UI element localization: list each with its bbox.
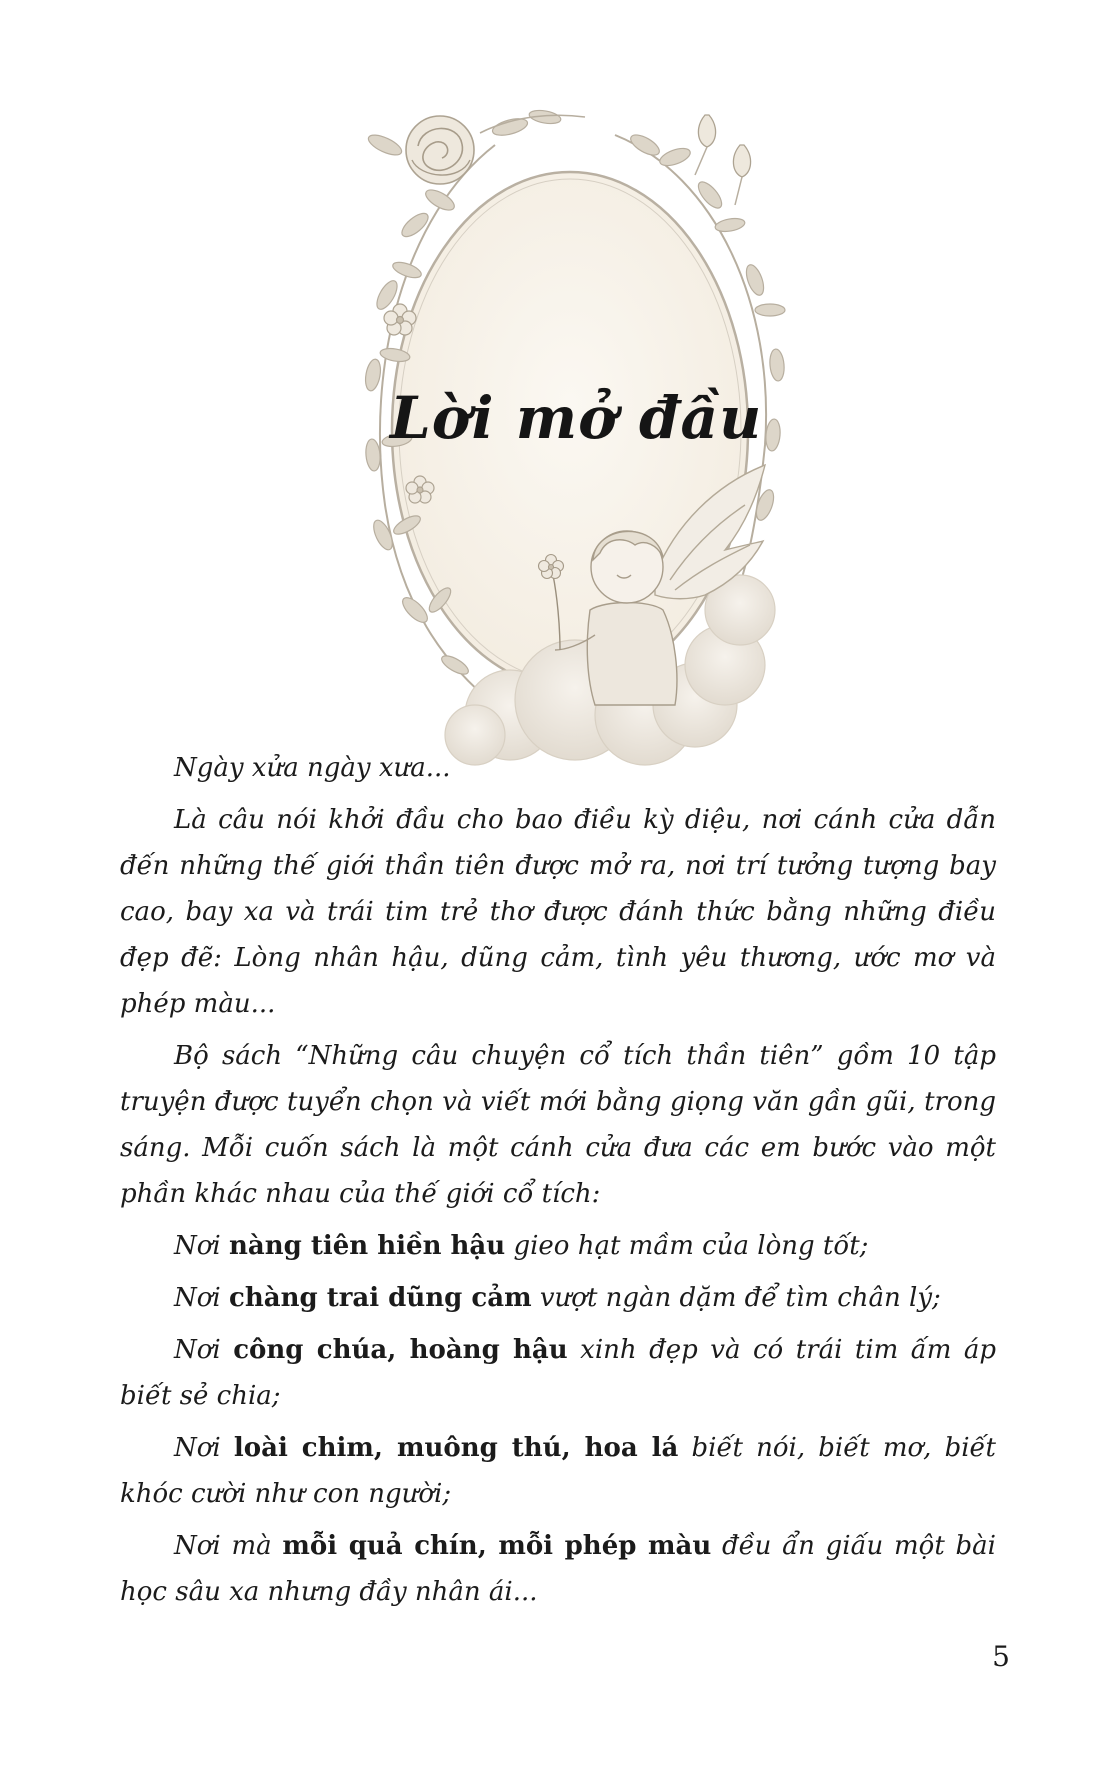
text-segment: Nơi [174,1433,234,1463]
bold-phrase: mỗi quả chín, mỗi phép màu [282,1531,712,1561]
paragraph [120,797,996,1027]
text-segment: đều ẩn giấu một bài học sâu xa nhưng đầy nhân ái... [120,1531,996,1607]
text-segment: gieo hạt mầm của lòng tốt; [505,1231,869,1261]
text-segment: vượt ngàn dặm để tìm chân lý; [531,1283,941,1313]
body-text [120,745,996,1621]
paragraph [120,1425,996,1517]
text-segment: biết nói, biết mơ, biết khóc cười như con người; [120,1433,996,1509]
text-segment: xinh đẹp và có trái tim ấm áp biết sẻ chia; [120,1335,997,1411]
bold-phrase: chàng trai dũng cảm [228,1283,532,1313]
bold-phrase: công chúa, hoàng hậu [233,1335,568,1365]
page-number: 5 [992,1640,1010,1673]
text-segment: Nơi [174,1335,234,1365]
paragraph [120,1523,996,1615]
paragraph [120,745,996,791]
paragraph [120,1327,996,1419]
bold-phrase: nàng tiên hiền hậu [228,1231,506,1261]
paragraph [120,1033,996,1217]
rose-ornament [406,116,474,184]
text-segment: Bộ sách “Những câu chuyện cổ tích thần tiên” gồm 10 tập truyện được tuyển chọn và viết mới bằng giọng văn gần gũi, trong sáng. Mỗi cuốn sách là một cánh cửa đưa các em bước vào một phần khác nhau của thế giới cổ tích: [120,1041,996,1209]
page-title: Lời mở đầu [390,383,763,452]
text-segment: Là câu nói khởi đầu cho bao điều kỳ diệu, nơi cánh cửa dẫn đến những thế giới thần tiên được mở ra, nơi trí tưởng tượng bay cao, bay xa và trái tim trẻ thơ được đánh thức bằng những điều đẹp đẽ: Lòng nhân hậu, dũng cảm, tình yêu thương, ước mơ và phép màu... [120,805,996,1019]
text-segment: Nơi [174,1283,229,1313]
text-segment: Ngày xửa ngày xưa... [174,753,451,783]
text-segment: Nơi [174,1231,229,1261]
bold-phrase: loài chim, muông thú, hoa lá [233,1433,679,1463]
small-flower-left [384,304,416,335]
text-segment: Nơi mà [174,1531,283,1561]
paragraph [120,1223,996,1269]
paragraph [120,1275,996,1321]
tulip-buds [698,115,750,177]
